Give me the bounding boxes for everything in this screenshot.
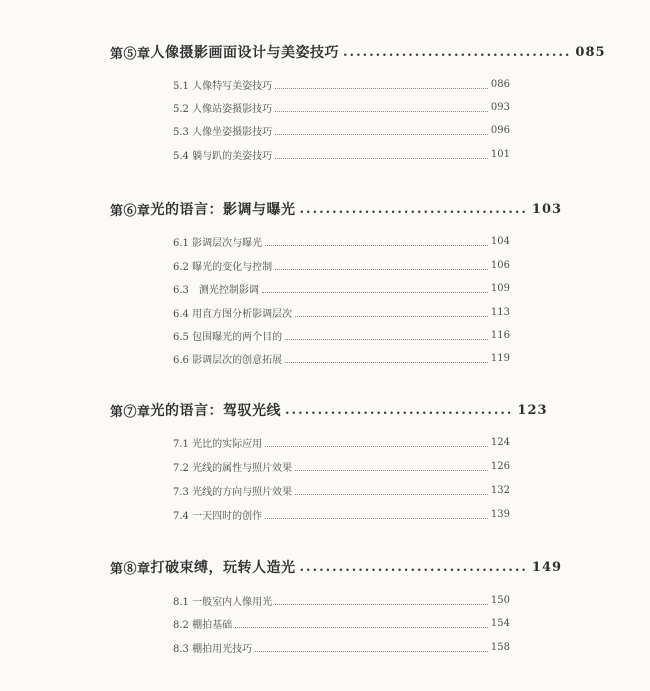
section-title: 5.4 躺与趴的美姿技巧	[173, 150, 273, 162]
section-title: 6.5 包围曝光的两个目的	[173, 331, 283, 343]
section-entry	[173, 434, 510, 450]
section-page-number: 154	[490, 617, 510, 629]
section-leader-dots	[295, 493, 488, 495]
section-leader-dots	[255, 650, 488, 652]
section-leader-dots	[235, 626, 488, 628]
section-title: 7.4 一天四时的创作	[173, 510, 263, 522]
section-entry	[173, 76, 510, 92]
section-page-number: 126	[490, 460, 510, 472]
section-leader-dots	[275, 268, 488, 270]
section-page-number: 096	[490, 124, 510, 136]
chapter-title: 光的语言：影调与曝光	[150, 202, 296, 218]
section-title: 5.2 人像站姿摄影技巧	[173, 103, 273, 115]
section-leader-dots	[295, 315, 488, 317]
chapter-number: 第⑦章	[110, 404, 151, 420]
chapter-leader-dots: ...................................	[299, 559, 528, 575]
chapter-number: 第⑤章	[110, 46, 151, 62]
section-entry	[173, 615, 510, 631]
chapter-title: 光的语言：驾驭光线	[150, 403, 282, 419]
section-page-number: 124	[490, 436, 510, 448]
section-title: 7.1 光比的实际应用	[173, 438, 263, 450]
chapter-heading	[110, 400, 548, 420]
section-leader-dots	[295, 469, 488, 471]
chapter-number: 第⑧章	[110, 561, 151, 577]
section-entry	[173, 280, 510, 296]
chapter-title: 打破束缚，玩转人造光	[150, 560, 296, 576]
section-page-number: 139	[490, 508, 510, 520]
section-title: 6.4 用直方图分析影调层次	[173, 308, 293, 320]
chapter-leader-dots: ...................................	[285, 402, 514, 418]
section-title: 5.3 人像坐姿摄影技巧	[173, 126, 273, 138]
section-leader-dots	[275, 157, 488, 159]
chapter-leader-dots: ...................................	[343, 44, 572, 60]
section-title: 7.2 光线的属性与照片效果	[173, 462, 293, 474]
section-page-number: 150	[490, 594, 510, 606]
chapter-heading	[110, 557, 563, 577]
section-title: 5.1 人像特写美姿技巧	[173, 80, 273, 92]
section-page-number: 116	[490, 329, 510, 341]
section-page-number: 132	[490, 484, 510, 496]
section-title: 6.1 影调层次与曝光	[173, 237, 263, 249]
section-leader-dots	[265, 244, 488, 246]
section-title: 6.2 曝光的变化与控制	[173, 261, 273, 273]
section-entry	[173, 506, 510, 522]
section-page-number: 158	[490, 641, 510, 653]
section-entry	[173, 482, 510, 498]
chapter-page-number: 085	[575, 44, 606, 60]
section-leader-dots	[275, 133, 488, 135]
section-page-number: 086	[490, 78, 510, 90]
section-entry	[173, 639, 510, 655]
section-page-number: 113	[490, 306, 510, 318]
section-entry	[173, 592, 510, 608]
chapter-heading	[110, 42, 606, 62]
chapter-page-number: 149	[531, 559, 563, 575]
section-leader-dots	[275, 110, 488, 112]
section-page-number: 104	[490, 235, 510, 247]
chapter-number: 第⑥章	[110, 203, 151, 219]
section-leader-dots	[285, 361, 488, 363]
section-page-number: 101	[490, 148, 510, 160]
section-entry	[173, 99, 510, 115]
section-leader-dots	[262, 291, 488, 293]
chapter-title: 人像摄影画面设计与美姿技巧	[150, 45, 340, 61]
section-entry	[173, 233, 510, 249]
section-entry	[173, 350, 510, 366]
section-page-number: 093	[490, 101, 510, 113]
section-entry	[173, 327, 510, 343]
section-title: 7.3 光线的方向与照片效果	[173, 486, 293, 498]
section-title: 6.3 测光控制影调	[173, 284, 259, 296]
section-leader-dots	[275, 603, 488, 605]
section-entry	[173, 146, 510, 162]
section-entry	[173, 122, 510, 138]
section-entry	[173, 304, 510, 320]
chapter-page-number: 103	[531, 201, 563, 217]
section-title: 8.3 棚拍用光技巧	[173, 643, 253, 655]
section-leader-dots	[265, 445, 488, 447]
section-title: 6.6 影调层次的创意拓展	[173, 354, 283, 366]
section-leader-dots	[275, 87, 488, 89]
section-leader-dots	[285, 338, 488, 340]
chapter-leader-dots: ...................................	[299, 201, 528, 217]
section-title: 8.1 一般室内人像用光	[173, 596, 273, 608]
section-title: 8.2 棚拍基础	[173, 619, 233, 631]
section-page-number: 106	[490, 259, 510, 271]
section-page-number: 109	[490, 282, 510, 294]
section-entry	[173, 257, 510, 273]
chapter-heading	[110, 199, 563, 219]
section-leader-dots	[265, 517, 488, 519]
section-page-number: 119	[490, 352, 510, 364]
chapter-page-number: 123	[517, 402, 548, 418]
section-entry	[173, 458, 510, 474]
